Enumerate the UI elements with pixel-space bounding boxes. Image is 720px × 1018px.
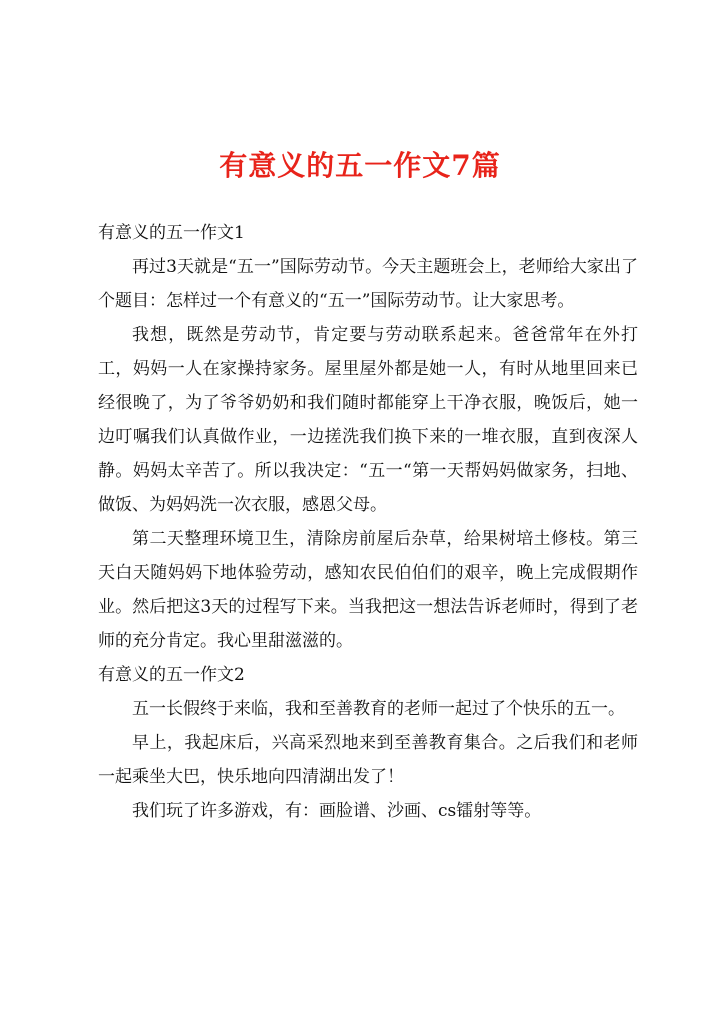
- paragraph: 第二天整理环境卫生，清除房前屋后杂草，给果树培土修枝。第三天白天随妈妈下地体验劳动，感知农民伯伯们的艰辛，晚上完成假期作业。然后把这3天的过程写下来。当我把这一想法告诉老师时，得到了老师的充分肯定。我心里甜滋滋的。: [98, 529, 638, 651]
- paragraph: 再过3天就是“五一”国际劳动节。今天主题班会上，老师给大家出了个题目：怎样过一个有意义的“五一”国际劳动节。让大家思考。: [98, 257, 638, 311]
- document-body: [98, 216, 638, 828]
- paragraph: 五一长假终于来临，我和至善教育的老师一起过了个快乐的五一。: [132, 699, 625, 719]
- section-heading: 有意义的五一作文2: [98, 665, 245, 685]
- essay-section-1: [98, 216, 638, 658]
- document-title: 有意义的五一作文7篇: [219, 149, 501, 182]
- paragraph: 我们玩了许多游戏，有：画脸谱、沙画、cs镭射等等。: [132, 801, 542, 821]
- essay-section-2: [98, 658, 638, 828]
- paragraph: 我想，既然是劳动节，肯定要与劳动联系起来。爸爸常年在外打工，妈妈一人在家操持家务。屋里屋外都是她一人，有时从地里回来已经很晚了，为了爷爷奶奶和我们随时都能穿上干净衣服，晚饭后，她一边叮嘱我们认真做作业，一边搓洗我们换下来的一堆衣服，直到夜深人静。妈妈太辛苦了。所以我决定：“五一“第一天帮妈妈做家务，扫地、做饭、为妈妈洗一次衣服，感恩父母。: [98, 325, 638, 515]
- section-heading: 有意义的五一作文1: [98, 223, 245, 243]
- paragraph: 早上，我起床后，兴高采烈地来到至善教育集合。之后我们和老师一起乘坐大巴，快乐地向四清湖出发了！: [98, 733, 638, 787]
